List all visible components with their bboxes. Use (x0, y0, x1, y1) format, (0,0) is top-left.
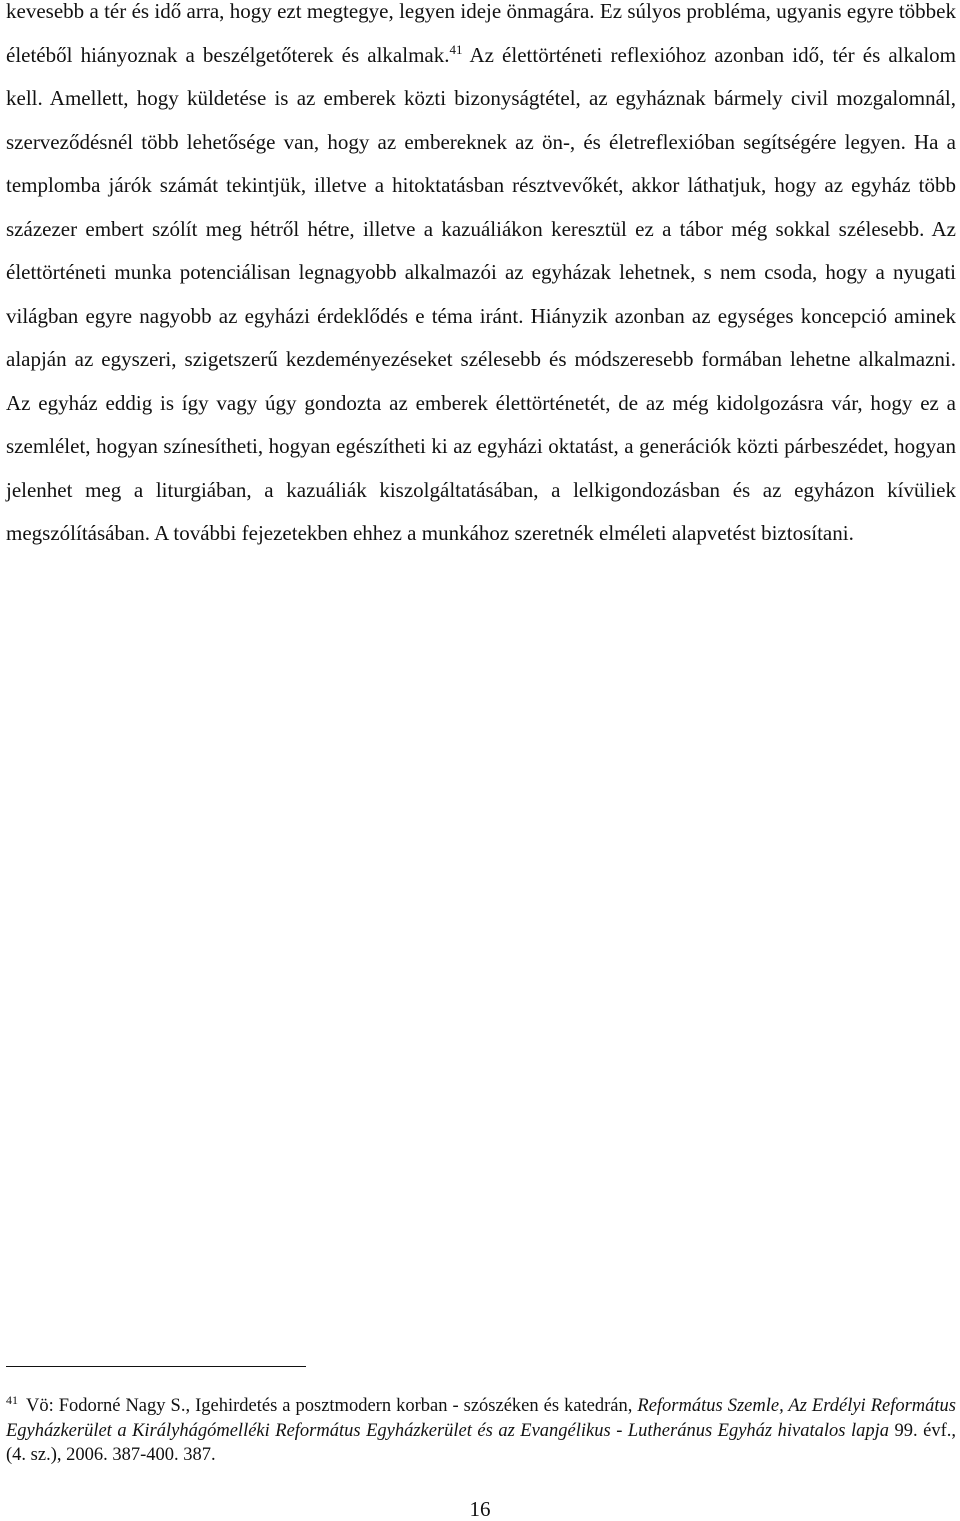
text-before-footnote-ref: kevesebb a tér és idő arra, hogy ezt megtegye, legyen ideje önmagára. Ez súlyos probléma, ugyanis egyre többek életéből hiányoznak a beszélgetőterek és alkalmak. (6, 0, 956, 67)
footnote-citation-plain-2: 99. évf., (4. sz.), 2006. 387-400. 387. (6, 1420, 957, 1465)
footnote-number: 41 (6, 1392, 18, 1407)
page-number: 16 (469, 1497, 491, 1521)
text-after-footnote-ref: Az élettörténeti reflexióhoz azonban idő, tér és alkalom kell. Amellett, hogy küldetése is az emberek közti bizonyságtétel, az egyháznak bármely civil mozgalomnál, szerveződésnél több lehetősége van, hogy az embereknek az ön-, és életreflexióban segítségére legyen. Ha a templomba járók számát tekintjük, illetve a hitoktatásban résztvevőkét, akkor láthatjuk, hogy az egyház több százezer embert szólít meg hétről hétre, illetve a kazuáliákon keresztül ez a tábor még sokkal szélesebb. Az élettörténeti munka potenciálisan legnagyobb alkalmazói az egyházak lehetnek, s nem csoda, hogy a nyugati világban egyre nagyobb az egyházi érdeklődés e téma iránt. Hiányzik azonban az egységes koncepció aminek alapján az egyszeri, szigetszerű kezdeményezéseket szélesebb és módszeresebb formában lehetne alkalmazni. Az egyház eddig is így vagy úgy gondozta az emberek élettörténetét, de az még kidolgozásra vár, hogy ez a szemlélet, hogyan színesítheti, hogyan egészítheti ki az egyházi oktatást, a generációk közti párbeszédet, hogyan jelenhet meg a liturgiában, a kazuáliák kiszolgáltatásában, a lelkigondozásban és az egyházon kívüliek megszólításában. A további fejezetekben ehhez a munkához szeretnék elméleti alapvetést biztosítani. (6, 42, 956, 545)
paragraph-text (6, 0, 956, 556)
footnote-citation-italic: Református Szemle, Az Erdélyi Református Egyházkerület a Királyhágómelléki Református Egyházkerület és az Evangélikus - Lutheránus Egyház hivatalos lapja (6, 1396, 956, 1441)
footnote (6, 1394, 956, 1468)
footnote-separator (6, 1366, 306, 1367)
footnote-reference[interactable]: 41 (449, 41, 463, 57)
body-paragraph (6, 0, 956, 556)
footnote-citation-plain-1: Vö: Fodorné Nagy S., Igehirdetés a posztmodern korban - szószéken és katedrán, (26, 1396, 638, 1416)
